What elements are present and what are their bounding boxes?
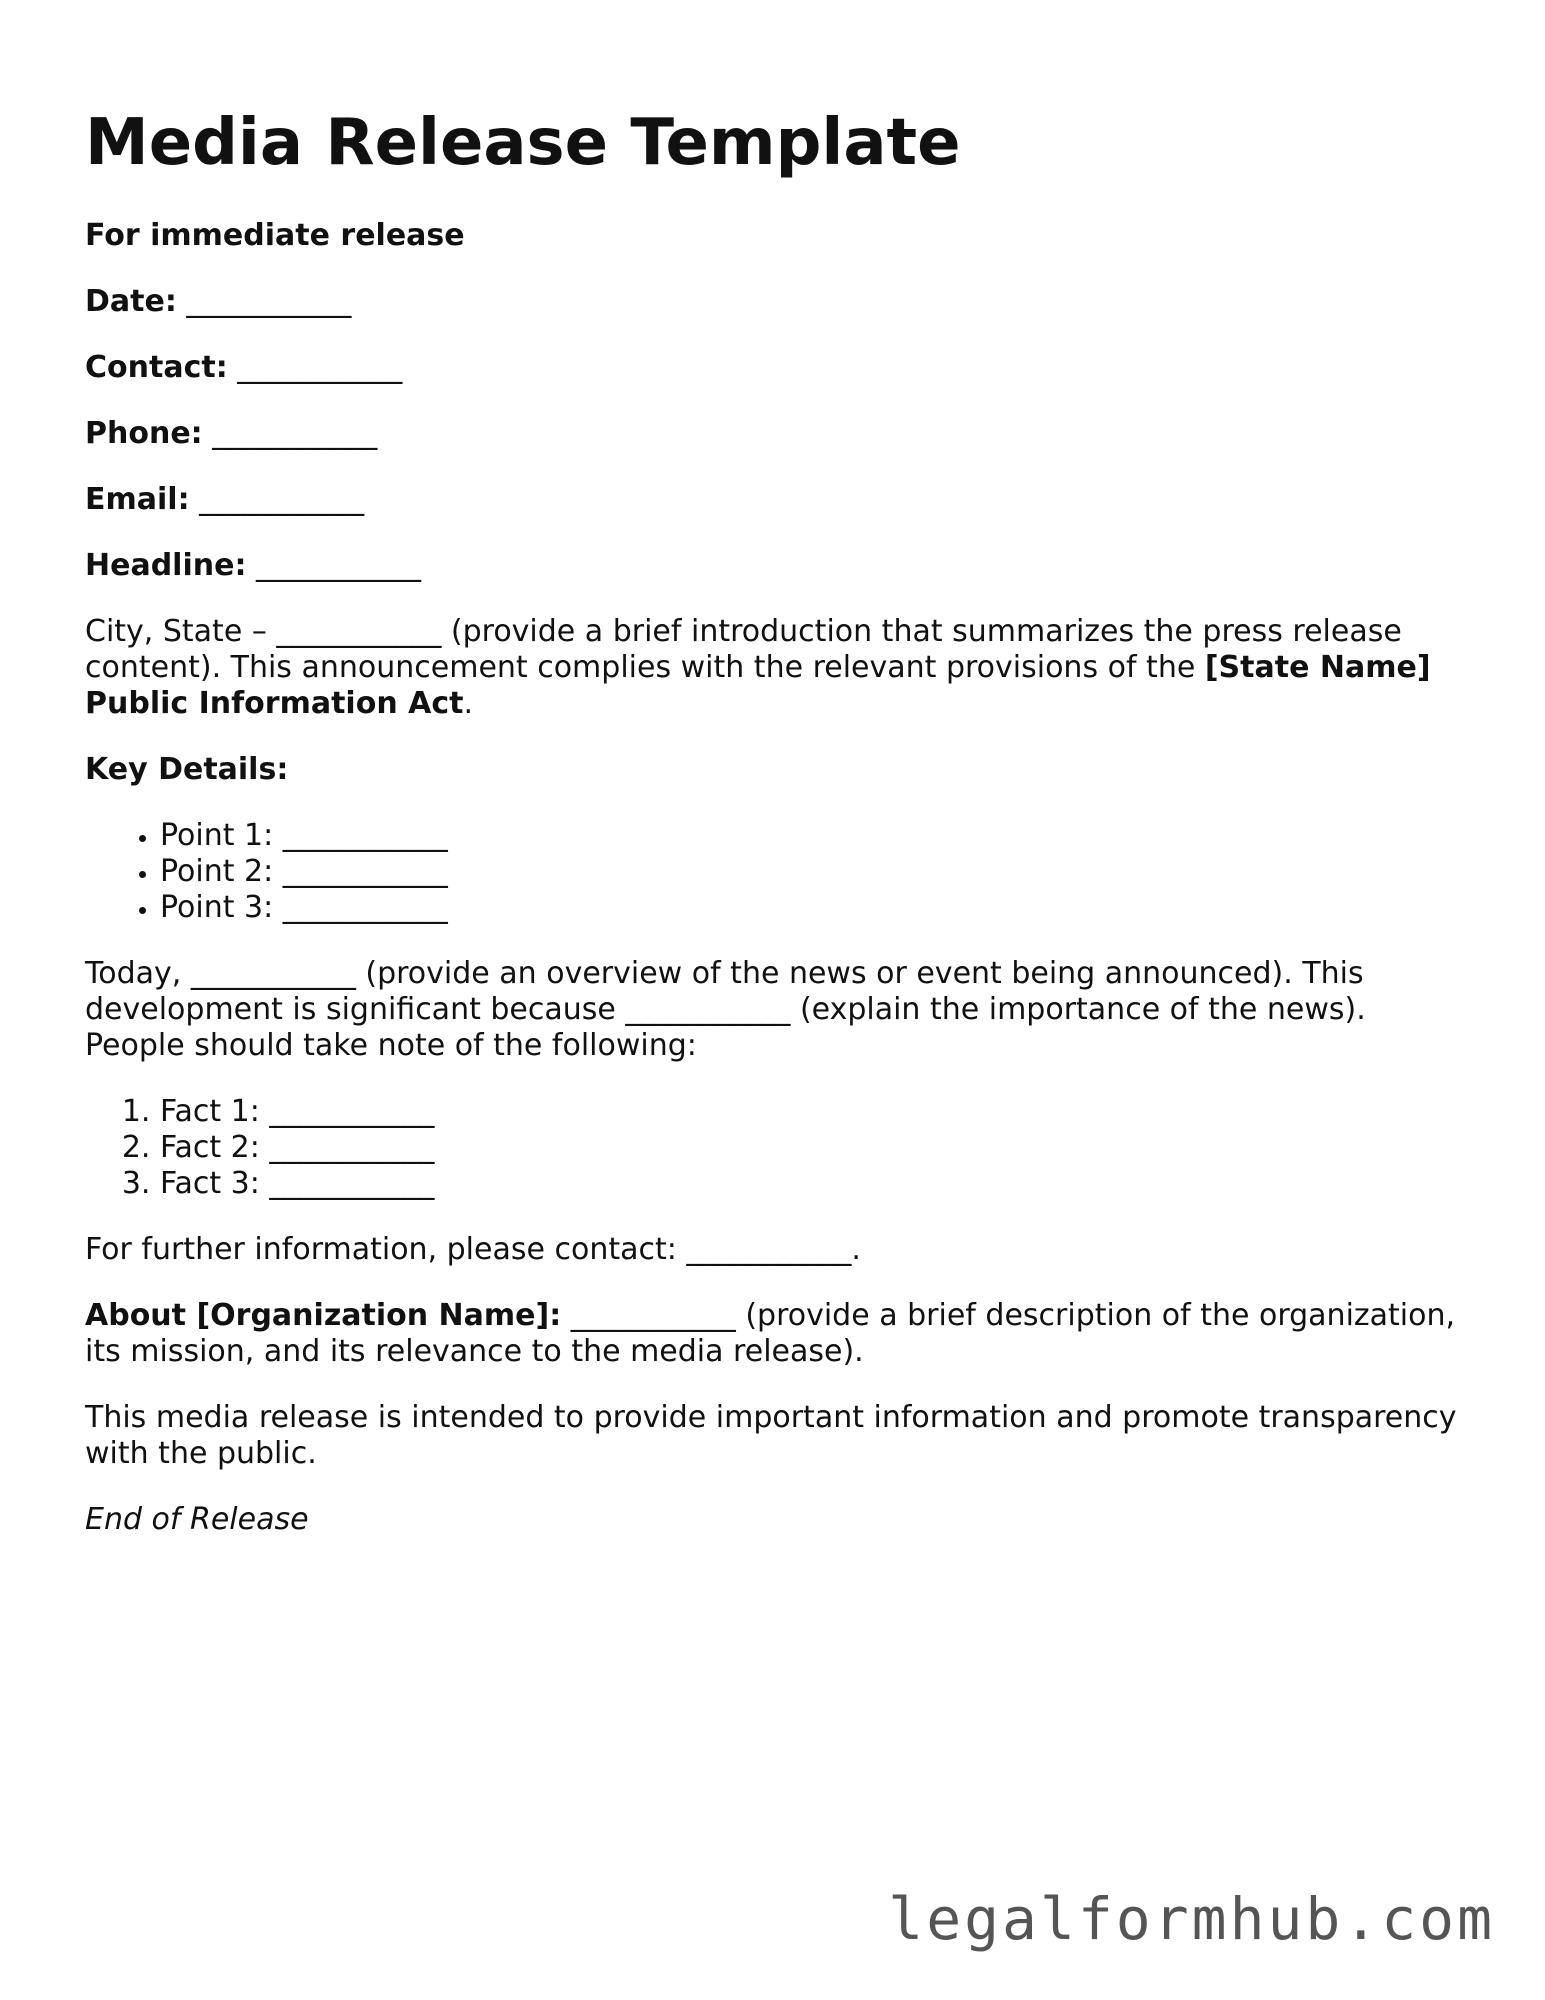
list-item: 3. Fact 3: ___________ bbox=[160, 1166, 1465, 1202]
blank-line: ___________ bbox=[282, 890, 448, 925]
document-body bbox=[85, 218, 1465, 1568]
about-label: About [Organization Name]: bbox=[85, 1298, 562, 1333]
key-details-list bbox=[85, 818, 1465, 926]
facts-list bbox=[85, 1094, 1465, 1202]
blank-line: ___________ bbox=[186, 284, 352, 319]
blank-line: ___________ bbox=[256, 548, 421, 583]
blank-line: ___________ bbox=[237, 350, 403, 385]
list-item: • Point 3: ___________ bbox=[160, 890, 1465, 926]
field-headline bbox=[85, 548, 1465, 584]
key-details-heading: Key Details: bbox=[85, 752, 289, 787]
intro-paragraph: City, State – ___________ (provide a brief introduction that summarizes the press release content). This announcement complies with the relevant provisions of the [State Name] Public Information Act. bbox=[85, 614, 1431, 721]
overview-paragraph: Today, ___________ (provide an overview of the news or event being announced). This development is significant because ___________ (explain the importance of the news). People should take note of the following: bbox=[85, 956, 1366, 1063]
immediate-release-line: For immediate release bbox=[85, 218, 465, 253]
field-contact bbox=[85, 350, 1465, 386]
act-name: [State Name] Public Information Act bbox=[85, 650, 1431, 721]
about-paragraph: About [Organization Name]: ___________ (provide a brief description of the organization, its mission, and its relevance to the media release). bbox=[85, 1298, 1456, 1369]
closing-paragraph: This media release is intended to provide important information and promote transparency with the public. bbox=[85, 1400, 1457, 1471]
blank-line: ___________ bbox=[686, 1232, 852, 1267]
blank-line: ___________ bbox=[199, 482, 365, 517]
field-email bbox=[85, 482, 1465, 518]
list-item: 1. Fact 1: ___________ bbox=[160, 1094, 1465, 1130]
field-label: Email: bbox=[85, 482, 190, 517]
blank-line: ___________ bbox=[269, 1130, 435, 1165]
field-date bbox=[85, 284, 1465, 320]
blank-line: ___________ bbox=[282, 854, 448, 889]
blank-line: ___________ bbox=[570, 1298, 736, 1333]
blank-line: ___________ bbox=[625, 992, 791, 1027]
end-of-release: End of Release bbox=[85, 1502, 309, 1537]
field-label: Phone: bbox=[85, 416, 203, 451]
blank-line: ___________ bbox=[269, 1094, 435, 1129]
list-item: • Point 2: ___________ bbox=[160, 854, 1465, 890]
field-label: Date: bbox=[85, 284, 177, 319]
list-item: 2. Fact 2: ___________ bbox=[160, 1130, 1465, 1166]
field-label: Headline: bbox=[85, 548, 247, 583]
blank-line: ___________ bbox=[276, 614, 442, 649]
further-info-line: For further information, please contact: ___________. bbox=[85, 1232, 861, 1267]
brand-watermark: legalformhub.com bbox=[888, 1885, 1495, 1953]
blank-line: ___________ bbox=[269, 1166, 435, 1201]
field-phone bbox=[85, 416, 1465, 452]
field-label: Contact: bbox=[85, 350, 228, 385]
blank-line: ___________ bbox=[190, 956, 356, 991]
document-title: Media Release Template bbox=[85, 106, 961, 180]
blank-line: ___________ bbox=[212, 416, 378, 451]
list-item: • Point 1: ___________ bbox=[160, 818, 1465, 854]
blank-line: ___________ bbox=[282, 818, 448, 853]
